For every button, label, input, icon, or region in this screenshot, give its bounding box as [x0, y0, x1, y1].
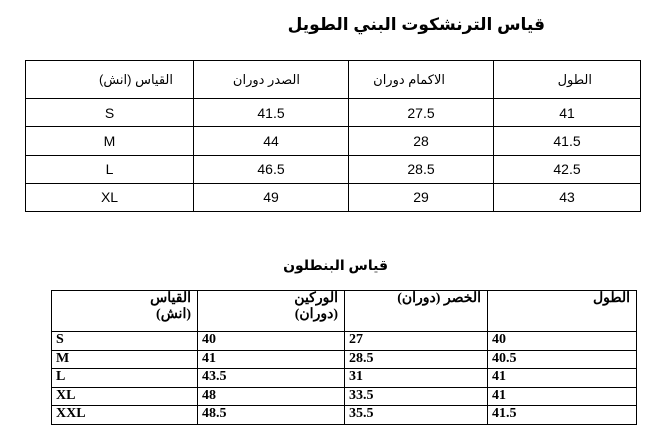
- header-chest: الصدر دوران: [194, 61, 349, 99]
- cell-size: XL: [52, 387, 198, 406]
- cell-size: L: [52, 369, 198, 388]
- cell-sleeves: 29: [349, 183, 494, 211]
- table-row: [26, 127, 641, 155]
- cell-length: 43: [494, 183, 641, 211]
- cell-size: XL: [26, 183, 194, 211]
- cell-waist: 35.5: [345, 406, 488, 425]
- header-waist: [345, 291, 488, 332]
- cell-size: S: [52, 332, 198, 351]
- cell-hips: 43.5: [198, 369, 345, 388]
- header-length: الطول: [494, 61, 641, 99]
- header-size-line2: (انش): [156, 307, 191, 322]
- header-size-line1: القياس: [150, 291, 191, 306]
- cell-chest: 44: [194, 127, 349, 155]
- cell-chest: 41.5: [194, 99, 349, 127]
- header-hips-line1: الوركين: [294, 291, 338, 306]
- cell-size: L: [26, 155, 194, 183]
- table-row: [52, 369, 637, 388]
- table-row: [26, 99, 641, 127]
- cell-hips: 41: [198, 350, 345, 369]
- cell-length: 41.5: [494, 127, 641, 155]
- cell-waist: 28.5: [345, 350, 488, 369]
- cell-size: XXL: [52, 406, 198, 425]
- cell-size: S: [26, 99, 194, 127]
- cell-length: 41: [488, 369, 637, 388]
- table-row: [52, 350, 637, 369]
- header-size: القياس (انش): [26, 61, 194, 99]
- table-row: [52, 387, 637, 406]
- header-size: [52, 291, 198, 332]
- cell-length: 40.5: [488, 350, 637, 369]
- cell-hips: 48: [198, 387, 345, 406]
- cell-waist: 31: [345, 369, 488, 388]
- table-row: [52, 406, 637, 425]
- header-waist-line1: الخصر (دوران): [397, 291, 481, 306]
- cell-sleeves: 28: [349, 127, 494, 155]
- table-header-row: [26, 61, 641, 99]
- cell-size: M: [52, 350, 198, 369]
- pants-size-title: قياس البنطلون: [283, 257, 388, 273]
- cell-hips: 40: [198, 332, 345, 351]
- cell-chest: 46.5: [194, 155, 349, 183]
- table-header-row: [52, 291, 637, 332]
- table-row: [26, 183, 641, 211]
- cell-length: 41: [494, 99, 641, 127]
- header-hips: [198, 291, 345, 332]
- table-row: [52, 332, 637, 351]
- shirt-size-table: [25, 60, 641, 212]
- cell-chest: 49: [194, 183, 349, 211]
- header-length-line1: الطول: [592, 291, 630, 306]
- cell-waist: 33.5: [345, 387, 488, 406]
- pants-size-table: [51, 290, 637, 425]
- table-row: [26, 155, 641, 183]
- cell-length: 41: [488, 387, 637, 406]
- cell-length: 42.5: [494, 155, 641, 183]
- header-hips-line2: (دوران): [294, 307, 338, 322]
- header-sleeves: الاكمام دوران: [349, 61, 494, 99]
- cell-sleeves: 28.5: [349, 155, 494, 183]
- cell-length: 40: [488, 332, 637, 351]
- cell-hips: 48.5: [198, 406, 345, 425]
- cell-size: M: [26, 127, 194, 155]
- header-length: [488, 291, 637, 332]
- cell-waist: 27: [345, 332, 488, 351]
- shirt-size-title: قياس الترنشكوت البني الطويل: [287, 15, 545, 34]
- cell-length: 41.5: [488, 406, 637, 425]
- cell-sleeves: 27.5: [349, 99, 494, 127]
